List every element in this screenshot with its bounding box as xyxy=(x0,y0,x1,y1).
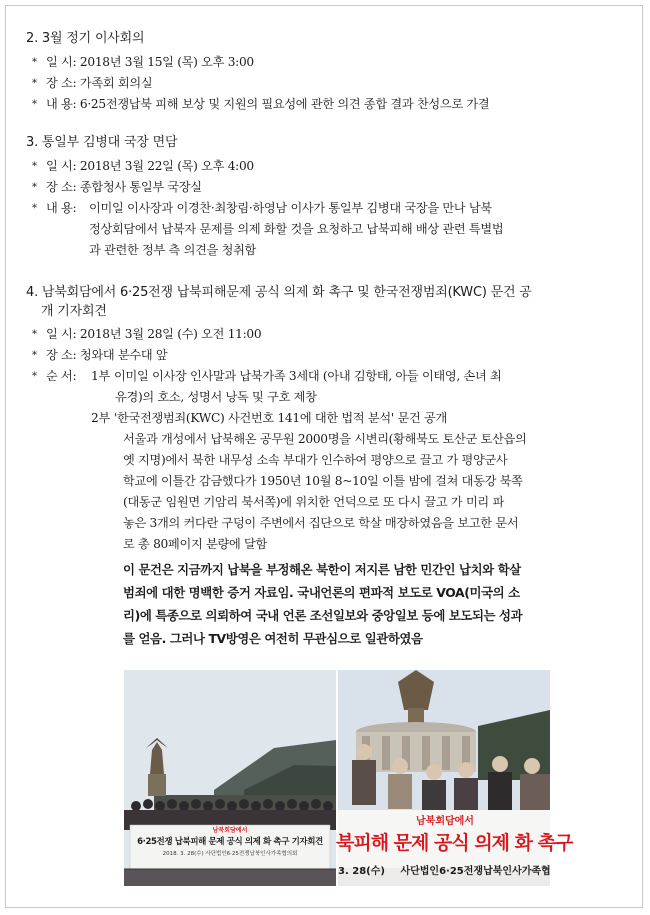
bullet-icon: * xyxy=(32,182,37,193)
part1-label: 1부 xyxy=(91,369,110,383)
bullet-icon: * xyxy=(32,329,37,340)
bullet-icon: * xyxy=(32,57,37,68)
section-title: 4. 남북회담에서 6·25전쟁 납북피해문제 공식 의제 화 촉구 및 한국전쟁범죄(KWC) 문건 공 개 기자회견 xyxy=(26,285,532,319)
bullet-icon: * xyxy=(32,203,37,214)
list-item: * 내 용: 6·25전쟁납북 피해 보상 및 지원의 필요성에 관한 의견 종합 결과 찬성으로 가결 xyxy=(26,94,628,115)
section-press-conference xyxy=(26,283,628,658)
section-title: 3. 통일부 김병대 국장 면담 xyxy=(26,135,178,150)
banner-right: 남북회담에서 북피해 문제 공식 의제 화 촉구 3. 28(수) 사단법인6·25전쟁납북인사가족협 xyxy=(336,816,573,877)
bullet-icon: * xyxy=(32,78,37,89)
list-item: * 일 시: 2018년 3월 15일 (목) 오후 3:00 xyxy=(26,52,628,73)
photo-left xyxy=(124,670,336,886)
part2-block xyxy=(26,408,628,658)
list-item: * 내 용: 이미일 이사장과 이경찬·최창림·하영남 이사가 통일부 김병대 국장을 만나 남북 정상회담에서 납북자 문제를 의제 화할 것을 요청하고 납북피해 배상 관련 특별법 과 관련한 정부 측 의견을 청취함 xyxy=(26,198,628,261)
list-item: * 장 소: 가족회 회의실 xyxy=(26,73,628,94)
list-item: * 일 시: 2018년 3월 22일 (목) 오후 4:00 xyxy=(26,156,628,177)
section-title: 2. 3월 정기 이사회의 xyxy=(26,31,145,46)
part2-body: 서울과 개성에서 납북해온 공무원 2000명을 시변리(황해북도 토산군 토산읍의 옛 지명)에서 북한 내무성 소속 부대가 인수하여 평양으로 끌고 가 평양군사 학교에 이틀간 감금했다가 1950년 10월 8~10일 이틀 밤에 걸쳐 대동강 북쪽 (대동군 임원면 기암리 북서쪽)에 위치한 언덕으로 또 다시 끌고 가 미리 파 놓은 3개의 커다란 구덩이 주변에서 집단으로 학살 매장하였음을 보고한 문서 로 총 80페이지 분량에 달함 이 문건은 지금까지 납북을 부정해온 북한이 저지른 남한 민간인 납치와 학살 범죄에 대한 명백한 증거 자료임. 국내언론의 편파적 보도로 VOA(미국의 소 리)에 특종으로 의뢰하여 국내 언론 조선일보와 중앙일보 등에 보도되는 성과 를 얻음. 그러나 TV방영은 여전히 무관심으로 일관하였음 xyxy=(123,429,526,650)
list-item: * 장 소: 종합청사 통일부 국장실 xyxy=(26,177,628,198)
bullet-icon: * xyxy=(32,161,37,172)
part2-title: '한국전쟁범죄(KWC) 사건번호 141에 대한 법적 분석' 문건 공개 xyxy=(114,411,447,425)
photo-right xyxy=(336,670,573,886)
part2-label: 2부 xyxy=(91,411,110,425)
bullet-icon: * xyxy=(32,350,37,361)
bold-paragraph: 이 문건은 지금까지 납북을 부정해온 북한이 저지른 남한 민간인 납치와 학살 범죄에 대한 명백한 증거 자료임. 국내언론의 편파적 보도로 VOA(미국의 소 리)에 특종으로 의뢰하여 국내 언론 조선일보와 중앙일보 등에 보도되는 성과 를 얻음. 그러나 TV방영은 여전히 무관심으로 일관하였음 xyxy=(123,562,523,646)
list-item: * 일 시: 2018년 3월 28일 (수) 오전 11:00 xyxy=(26,324,628,345)
bullet-icon: * xyxy=(32,371,37,382)
banner-left: 남북회담에서 6·25전쟁 납북피해 문제 공식 의제 화 촉구 기자회견 2018. 3. 28(수) 사단법인6·25전쟁납북인사가족협의회 xyxy=(137,827,323,857)
section-board-meeting xyxy=(26,30,628,115)
list-item: * 순 서: 1부 이미일 이사장 인사말과 납북가족 3세대 (아내 김항태, 아들 이태영, 손녀 최 유경)의 호소, 성명서 낭독 및 구호 제창 xyxy=(26,366,628,408)
bullet-icon: * xyxy=(32,99,37,110)
section-ministry-meeting xyxy=(26,134,628,261)
list-item: * 장 소: 청와대 분수대 앞 xyxy=(26,345,628,366)
